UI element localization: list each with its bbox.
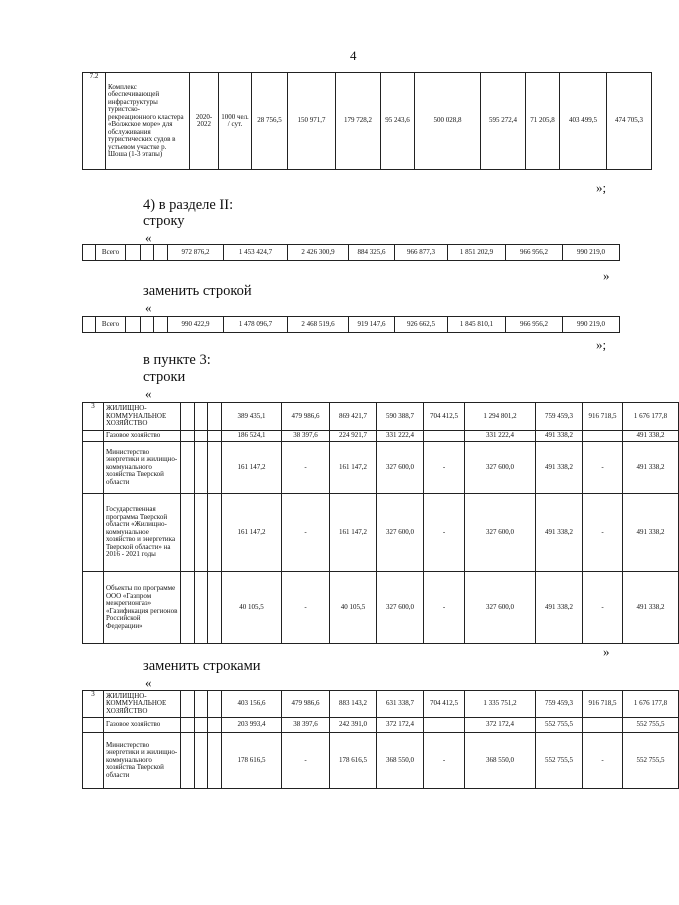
row-number bbox=[83, 442, 104, 494]
table-row bbox=[83, 73, 652, 170]
value-cell: 552 755,5 bbox=[536, 733, 583, 789]
value-cell: 990 422,9 bbox=[168, 317, 224, 333]
value-cell: 40 105,5 bbox=[222, 572, 282, 644]
value-cell: 491 338,2 bbox=[623, 572, 679, 644]
paragraph-text: в пункте 3: bbox=[143, 352, 211, 368]
value-cell: 491 338,2 bbox=[536, 442, 583, 494]
value-cell: 2 468 519,6 bbox=[288, 317, 349, 333]
row-number bbox=[83, 431, 104, 442]
value-cell bbox=[583, 431, 623, 442]
value-cell: 491 338,2 bbox=[536, 431, 583, 442]
row-number: 3 bbox=[83, 691, 104, 718]
value-cell: 500 028,8 bbox=[415, 73, 481, 170]
value-cell: 479 986,6 bbox=[282, 403, 330, 431]
value-cell bbox=[424, 718, 465, 733]
value-cell: 224 921,7 bbox=[330, 431, 377, 442]
value-cell bbox=[583, 718, 623, 733]
paragraph-text: строку bbox=[143, 213, 185, 229]
value-cell: 368 550,0 bbox=[377, 733, 424, 789]
value-cell: 1 845 810,1 bbox=[448, 317, 506, 333]
value-cell: - bbox=[583, 442, 623, 494]
value-cell bbox=[424, 431, 465, 442]
table-row bbox=[83, 718, 679, 733]
closing-quote: »; bbox=[596, 180, 607, 195]
table-row bbox=[83, 494, 679, 572]
value-cell: 631 338,7 bbox=[377, 691, 424, 718]
row-number: 3 bbox=[83, 403, 104, 431]
paragraph-text: заменить строкой bbox=[143, 283, 252, 299]
opening-quote: « bbox=[145, 675, 152, 690]
object-period: 2020-2022 bbox=[190, 73, 219, 170]
value-cell: 972 876,2 bbox=[168, 245, 224, 261]
total-row-new-table bbox=[82, 316, 620, 333]
object-name: Комплекс обеспечивающей инфраструктуры туристско-рекреационного кластера «Волжское море» для обслуживания туристических судов в устьевом участке р. Шоша (1-3 этапы) bbox=[106, 73, 190, 170]
value-cell: 331 222,4 bbox=[465, 431, 536, 442]
value-cell: 161 147,2 bbox=[330, 442, 377, 494]
opening-quote: « bbox=[145, 386, 152, 401]
value-cell: 552 755,5 bbox=[623, 733, 679, 789]
value-cell: 178 616,5 bbox=[330, 733, 377, 789]
value-cell: 916 718,5 bbox=[583, 403, 623, 431]
value-cell: 990 219,0 bbox=[563, 317, 620, 333]
paragraph-text: заменить строками bbox=[143, 658, 261, 674]
value-cell: 491 338,2 bbox=[536, 572, 583, 644]
value-cell: 327 600,0 bbox=[465, 494, 536, 572]
value-cell: 40 105,5 bbox=[330, 572, 377, 644]
value-cell: - bbox=[583, 494, 623, 572]
object-row-table bbox=[82, 72, 652, 170]
row-number bbox=[83, 572, 104, 644]
value-cell: 403 499,5 bbox=[560, 73, 607, 170]
value-cell: 327 600,0 bbox=[377, 494, 424, 572]
value-cell: - bbox=[583, 733, 623, 789]
row-name: Министерство энергетики и жилищно-коммунального хозяйства Тверской области bbox=[104, 442, 181, 494]
value-cell: 327 600,0 bbox=[377, 572, 424, 644]
value-cell: 2 426 300,9 bbox=[288, 245, 349, 261]
value-cell: - bbox=[282, 494, 330, 572]
value-cell: 1 294 801,2 bbox=[465, 403, 536, 431]
opening-quote: « bbox=[145, 230, 152, 245]
value-cell: 704 412,5 bbox=[424, 403, 465, 431]
value-cell: 966 956,2 bbox=[506, 245, 563, 261]
value-cell: 179 728,2 bbox=[336, 73, 381, 170]
value-cell: - bbox=[282, 442, 330, 494]
value-cell: 161 147,2 bbox=[222, 442, 282, 494]
value-cell: 389 435,1 bbox=[222, 403, 282, 431]
value-cell: - bbox=[282, 733, 330, 789]
closing-quote: » bbox=[603, 268, 610, 283]
value-cell: 331 222,4 bbox=[377, 431, 424, 442]
value-cell: 178 616,5 bbox=[222, 733, 282, 789]
closing-quote: »; bbox=[596, 337, 607, 352]
value-cell: 590 388,7 bbox=[377, 403, 424, 431]
row-name: Государственная программа Тверской области «Жилищно-коммунальное хозяйство и энергетика Тверской области» на 2016 - 2021 годы bbox=[104, 494, 181, 572]
value-cell: 883 143,2 bbox=[330, 691, 377, 718]
value-cell: - bbox=[424, 733, 465, 789]
value-cell: - bbox=[424, 442, 465, 494]
value-cell: - bbox=[424, 572, 465, 644]
opening-quote: « bbox=[145, 300, 152, 315]
value-cell: 491 338,2 bbox=[536, 494, 583, 572]
value-cell: 327 600,0 bbox=[377, 442, 424, 494]
value-cell: 38 397,6 bbox=[282, 718, 330, 733]
value-cell: 759 459,3 bbox=[536, 691, 583, 718]
value-cell: 491 338,2 bbox=[623, 494, 679, 572]
value-cell: 203 993,4 bbox=[222, 718, 282, 733]
value-cell: 28 756,5 bbox=[252, 73, 288, 170]
row-name: Объекты по программе ООО «Газпром межрегионгаз» «Газификация регионов Российской Федерации» bbox=[104, 572, 181, 644]
row-number bbox=[83, 733, 104, 789]
value-cell: 1 676 177,8 bbox=[623, 691, 679, 718]
row-name: Газовое хозяйство bbox=[104, 718, 181, 733]
value-cell: 595 272,4 bbox=[481, 73, 526, 170]
total-label: Всего bbox=[96, 245, 126, 261]
value-cell: 491 338,2 bbox=[623, 431, 679, 442]
value-cell: 150 971,7 bbox=[288, 73, 336, 170]
value-cell: 919 147,6 bbox=[349, 317, 395, 333]
value-cell: 1 335 751,2 bbox=[465, 691, 536, 718]
table-row bbox=[83, 442, 679, 494]
table-row bbox=[83, 245, 620, 261]
value-cell: 479 986,6 bbox=[282, 691, 330, 718]
value-cell: 474 705,3 bbox=[607, 73, 652, 170]
value-cell: 869 421,7 bbox=[330, 403, 377, 431]
table-row bbox=[83, 733, 679, 789]
table-row bbox=[83, 431, 679, 442]
row-name: Газовое хозяйство bbox=[104, 431, 181, 442]
total-label: Всего bbox=[96, 317, 126, 333]
value-cell: 403 156,6 bbox=[222, 691, 282, 718]
value-cell: 71 205,8 bbox=[526, 73, 560, 170]
value-cell: 966 877,3 bbox=[395, 245, 448, 261]
closing-quote: » bbox=[603, 644, 610, 659]
value-cell: 372 172,4 bbox=[377, 718, 424, 733]
value-cell: 327 600,0 bbox=[465, 572, 536, 644]
value-cell: - bbox=[424, 494, 465, 572]
value-cell: 916 718,5 bbox=[583, 691, 623, 718]
table-row bbox=[83, 317, 620, 333]
row-name: Министерство энергетики и жилищно-коммунального хозяйства Тверской области bbox=[104, 733, 181, 789]
value-cell: 1 676 177,8 bbox=[623, 403, 679, 431]
value-cell: - bbox=[282, 572, 330, 644]
value-cell: 552 755,5 bbox=[623, 718, 679, 733]
value-cell: 242 391,0 bbox=[330, 718, 377, 733]
value-cell: 884 325,6 bbox=[349, 245, 395, 261]
value-cell: 372 172,4 bbox=[465, 718, 536, 733]
value-cell: 704 412,5 bbox=[424, 691, 465, 718]
value-cell: - bbox=[583, 572, 623, 644]
paragraph-text: 4) в разделе II: bbox=[143, 197, 234, 213]
table-row bbox=[83, 572, 679, 644]
value-cell: 186 524,1 bbox=[222, 431, 282, 442]
paragraph-text: строки bbox=[143, 369, 186, 385]
value-cell: 491 338,2 bbox=[623, 442, 679, 494]
row-name: ЖИЛИЩНО-КОММУНАЛЬНОЕ ХОЗЯЙСТВО bbox=[104, 403, 181, 431]
row-number: 7.2 bbox=[83, 73, 106, 170]
value-cell: 161 147,2 bbox=[222, 494, 282, 572]
value-cell: 966 956,2 bbox=[506, 317, 563, 333]
value-cell: 1 851 202,9 bbox=[448, 245, 506, 261]
page-number: 4 bbox=[350, 48, 357, 63]
row-number bbox=[83, 718, 104, 733]
row-number bbox=[83, 494, 104, 572]
value-cell: 759 459,3 bbox=[536, 403, 583, 431]
value-cell: 926 662,5 bbox=[395, 317, 448, 333]
total-row-old-table bbox=[82, 244, 620, 261]
section3-old-table bbox=[82, 402, 679, 644]
value-cell: 161 147,2 bbox=[330, 494, 377, 572]
value-cell: 1 453 424,7 bbox=[224, 245, 288, 261]
value-cell: 95 243,6 bbox=[381, 73, 415, 170]
section3-new-table bbox=[82, 690, 679, 789]
value-cell: 38 397,6 bbox=[282, 431, 330, 442]
value-cell: 327 600,0 bbox=[465, 442, 536, 494]
object-unit: 1000 чел. / сут. bbox=[219, 73, 252, 170]
value-cell: 368 550,0 bbox=[465, 733, 536, 789]
value-cell: 552 755,5 bbox=[536, 718, 583, 733]
table-row bbox=[83, 691, 679, 718]
row-name: ЖИЛИЩНО-КОММУНАЛЬНОЕ ХОЗЯЙСТВО bbox=[104, 691, 181, 718]
table-row bbox=[83, 403, 679, 431]
value-cell: 1 478 096,7 bbox=[224, 317, 288, 333]
value-cell: 990 219,0 bbox=[563, 245, 620, 261]
